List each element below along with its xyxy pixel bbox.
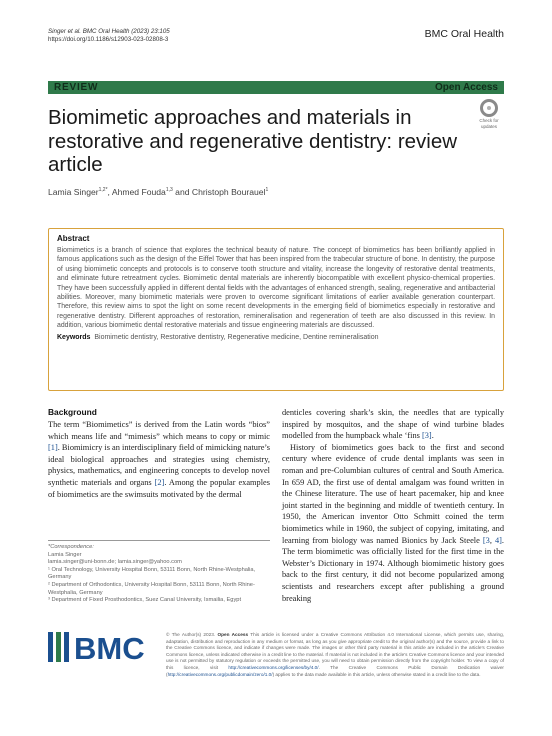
check-for-updates-button[interactable] bbox=[474, 99, 504, 129]
affiliation-2: ² Department of Orthodontics, University Hospital Bonn, 53111 Bonn, North Rhine-Westphalia, Germany bbox=[48, 581, 255, 596]
running-header bbox=[48, 28, 170, 44]
citation-link[interactable]: [3 bbox=[482, 535, 490, 545]
affiliation-1: ¹ Oral Technology, University Hospital Bonn, 53111 Bonn, North Rhine-Westphalia, Germany bbox=[48, 566, 256, 581]
abstract-box bbox=[48, 228, 504, 391]
citation-link[interactable]: [1] bbox=[48, 443, 58, 453]
author-affiliation-sup: 1,3 bbox=[165, 187, 173, 194]
doi-link[interactable]: https://doi.org/10.1186/s12903-023-02808-3 bbox=[48, 36, 169, 43]
left-column bbox=[48, 407, 270, 500]
keywords-label: Keywords bbox=[57, 333, 91, 341]
citation-link[interactable]: 4] bbox=[494, 535, 502, 545]
correspondence-label: *Correspondence: bbox=[48, 544, 94, 550]
public-domain-link[interactable]: http://creativecommons.org/publicdomain/zero/1.0/ bbox=[167, 671, 273, 677]
journal-citation: Singer et al. BMC Oral Health (2023) 23:105 bbox=[48, 28, 170, 35]
keywords-list: Biomimetic dentistry, Restorative dentistry, Regenerative medicine, Dentine remineralisation bbox=[94, 333, 379, 341]
citation-link[interactable]: [2] bbox=[154, 477, 165, 487]
abstract-heading: Abstract bbox=[57, 234, 90, 243]
background-paragraph: The term “Biomimetics” is derived from the Latin words “bios” which means life and “mimesis” which means to copy or mimic [1]. Biomimicry is an interdisciplinary field of mimicking nature’s ideal biological approaches and strategies using chemistry, physics, mathematics, and engineering concepts to develop novel synthetic materials and organs [2]. Among the popular examples of biomimetics are the swimsuits motivated by the dermal bbox=[48, 420, 270, 499]
right-column bbox=[282, 407, 504, 604]
author-affiliation-sup: 1,2* bbox=[98, 187, 108, 194]
citation-link[interactable]: [3] bbox=[421, 431, 432, 441]
footnotes bbox=[48, 540, 270, 605]
author-affiliation-sup: 1 bbox=[265, 187, 269, 194]
license-link[interactable]: http://creativecommons.org/licenses/by/4.0/ bbox=[228, 664, 319, 670]
section-heading-background: Background bbox=[48, 407, 97, 417]
article-type-label: REVIEW bbox=[54, 82, 99, 93]
body-paragraph: denticles covering shark’s skin, the needles that are typically inspired by mosquitos, and the shape of wind turbine blades modelled from the humpback whale ‘fins [3]. bbox=[282, 408, 504, 441]
bmc-logo-text: BMC bbox=[74, 631, 145, 664]
check-for-updates-line1: Check for bbox=[479, 118, 499, 123]
check-for-updates-line2: updates bbox=[480, 124, 497, 129]
journal-name: BMC Oral Health bbox=[424, 28, 504, 40]
check-for-updates-icon bbox=[480, 99, 498, 117]
author-list bbox=[48, 187, 268, 197]
body-paragraph: History of biomimetics goes back to the first and second century where evidence of crude dental implants was seen in roman and pre-Columbian cultures of central and South America. In 659 AD, the first use of dental amalgam was found written in the Chinese literature. The use of heart pacemaker, hip and knee joint started in the beginning and middle of twentieth century. In 1950, the American inventor Otto Schmitt coined the term biomimetics while in 1960, the subject of copying, imitating, and learning from biology was named Bionics by Jack Steele [3, 4]. The term biomimetic was officially listed for the first time in the Webster’s Dictionary in 1974. Although biomimetic history goes back to the first century, it did not become popularized among scientists and researchers except after publishing a ground breaking bbox=[282, 442, 505, 603]
author-name[interactable]: Lamia Singer bbox=[48, 187, 99, 197]
license-statement: © The Author(s) 2023. Open Access This article is licensed under a Creative Commons Attribution 4.0 International License, which permits use, sharing, adaptation, distribution and reproduction in any medium or format, as long as you give appropriate credit to the original author(s) and the source, provide a link to the Creative Commons licence, and indicate if changes were made. The images or other third party material in this article are included in the article’s Creative Commons licence, unless indicated otherwise in a credit line to the material. If material is not included in the article’s Creative Commons licence and your intended use is not permitted by statutory regulation or exceeds the permitted use, you will need to obtain permission directly from the copyright holder. To view a copy of this licence, visit http://creativecommons.org/licenses/by/4.0/. The Creative Commons Public Domain Dedication waiver (http://creativecommons.org/publicdomain/zero/1.0/) applies to the data made available in this article, unless otherwise stated in a credit line to the data. bbox=[166, 632, 505, 677]
correspondence-name: Lamia Singer bbox=[48, 551, 82, 558]
bmc-logo-icon bbox=[48, 630, 148, 664]
article-type-banner bbox=[48, 81, 504, 94]
abstract-text: Biomimetics is a branch of science that explores the technical beauty of nature. The concept of biomimetics has been brilliantly applied in famous applications such as the design of the Eiffel Tower that has been inspired from the trabecular structure of bone. In dentistry, the purpose of using biomimetic concepts and protocols is to conserve tooth structure and vitality, increase the longevity of restorative dental treatments, and eliminate future retreatment cycles. Biomimetic dental materials are inherently biocompatible with excellent physico-chemical properties. They have been successfully applied in different dental fields with the advantages of enhanced strength, sealing, regenerative and antibacterial abilities. Moreover, many biomimetic materials were proven to overcome significant limitations of earlier available generation counterpart. Therefore, this review aims to spot the light on some recent developments in the emerging field of biomimetics especially in restorative and regenerative dentistry. Different approaches of restoration, remineralisation and regeneration of teeth are also discussed in this review. In addition, various biomimetic dental restorative materials and tissue engineering materials are discussed. bbox=[57, 247, 495, 330]
keywords bbox=[57, 334, 495, 341]
affiliation-3: ³ Department of Fixed Prosthodontics, Suez Canal University, Ismailia, Egypt bbox=[48, 597, 242, 604]
article-title: Biomimetic approaches and materials in restorative and regenerative dentistry: review article bbox=[48, 106, 458, 176]
correspondence-email[interactable]: lamia.singer@uni-bonn.de; lamia.singer@yahoo.com bbox=[48, 559, 182, 566]
author-name[interactable]: , Ahmed Fouda bbox=[107, 187, 166, 197]
open-access-label: Open Access bbox=[435, 82, 498, 93]
author-name[interactable]: and Christoph Bourauel bbox=[172, 187, 266, 197]
